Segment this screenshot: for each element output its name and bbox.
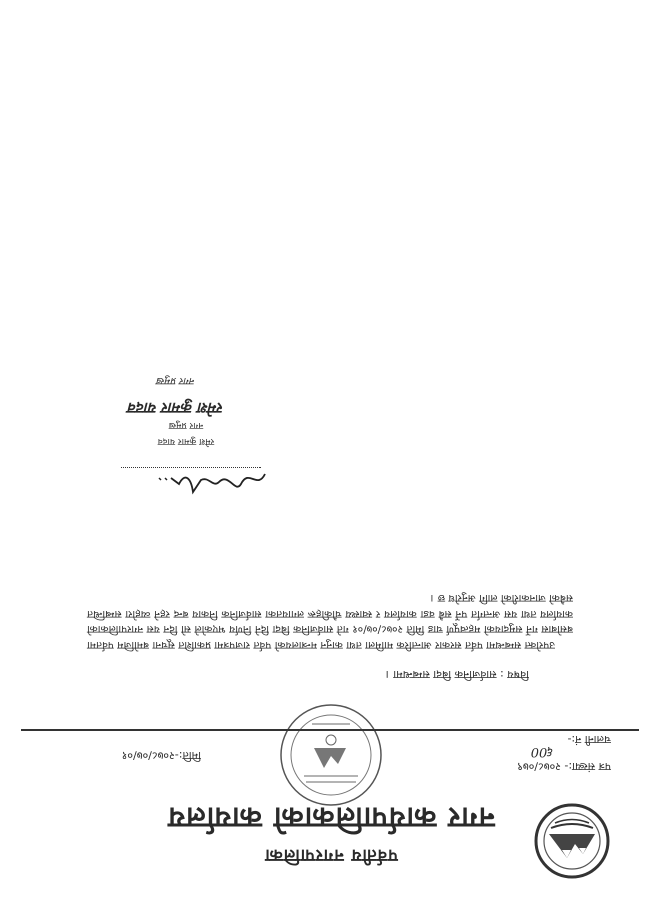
- chalani-label: चलानी नं:-: [567, 733, 611, 746]
- signatory-name: रमेश कुमार यादव: [157, 436, 215, 446]
- signatory-stamp-name: रमेश कुमार यादव: [128, 399, 224, 417]
- signatory-title: नगर प्रमुख: [168, 420, 204, 430]
- municipality-name: पर्वतीय नगरपालिका: [264, 845, 398, 865]
- municipality-emblem-icon: [533, 802, 611, 880]
- header-divider: [21, 730, 639, 732]
- letter-subject: विषय : सार्वजनिक बिदा सम्बन्धमा ।: [385, 668, 529, 681]
- signature-line: [121, 467, 261, 468]
- letter-number: पत्र संख्या:- २०७८/०७९: [517, 760, 611, 773]
- handwritten-signature-icon: [151, 462, 271, 502]
- office-title: नगर कार्यपालिकाको कार्यालय: [167, 801, 495, 835]
- signatory-stamp-title: नगर प्रमुख: [156, 375, 196, 386]
- letter-body: उपरोक्त सम्बन्धमा पर्वत सरकार आन्तरिक मामिला तथा कानुन मन्त्रालयको पर्वत राजपत्रमा प्रकाशित सूचना बमोजिम पर्वतमा बसोबास गर्ने समुदायको महत्वपूर्ण चाड मिति २०७८/०७/०१ गते सार्वजनिक बिदा दिने निर्णय भएकोले सो दिन यस नगरपालिकाको कार्यालय तथा यस अन्तर्गत पर्ने सबै वडा कार्यालय र स्वास्थ्य चौकीहरू लगायतका सार्वजनिक निकाय बन्द रहने व्यहोरा सम्बन्धित सबैको जानकारीको लागि अनुरोध छ ।: [87, 592, 573, 651]
- letter-date: मिति:-२०७८/०७/०१: [121, 749, 201, 762]
- chalani-number-handwritten: ६00: [530, 744, 554, 759]
- office-seal-stamp-icon: [276, 700, 386, 810]
